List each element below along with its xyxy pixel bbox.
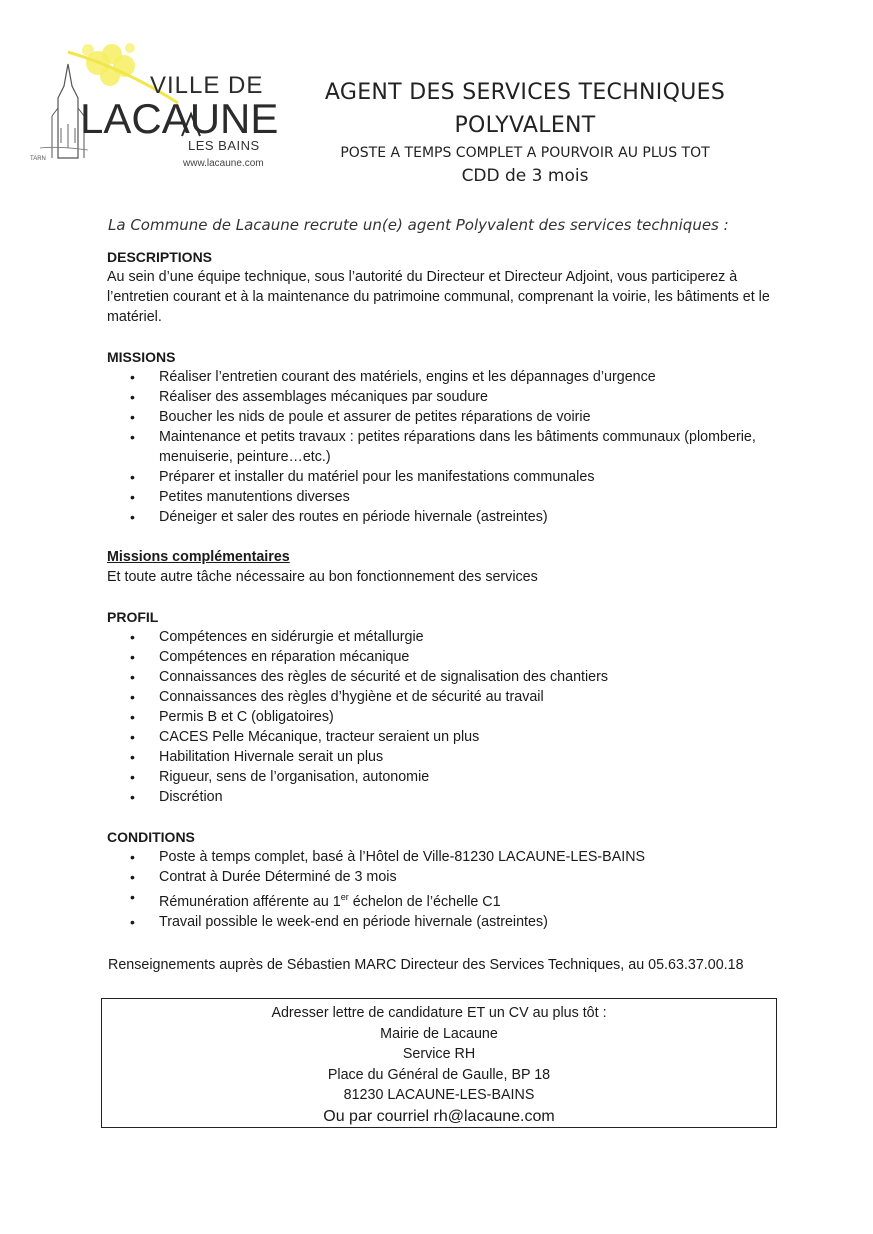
contact-info: Renseignements auprès de Sébastien MARC Directeur des Services Techniques, au 05.63.37.00.18 [108, 957, 744, 973]
logo-region: TARN [30, 156, 46, 162]
conditions-list [107, 847, 787, 932]
list-item: • Permis B et C (obligatoires) [107, 707, 787, 727]
application-line: 81230 LACAUNE-LES-BAINS [343, 1087, 535, 1103]
logo-lacaune: LACAUNE [80, 95, 279, 142]
complementary-heading: Missions complémentaires [107, 549, 290, 565]
logo-les-bains: LES BAINS [188, 138, 260, 153]
logo-ville-de: VILLE DE [150, 72, 264, 99]
application-line: Mairie de Lacaune [380, 1025, 498, 1042]
conditions-heading: CONDITIONS [107, 829, 195, 845]
profil-list [107, 627, 787, 807]
descriptions-text: Au sein d’une équipe technique, sous l’autorité du Directeur et Directeur Adjoint, vous participerez à l’entretien courant et à la maintenance du patrimoine communal, comprenant la voirie, les bâtiments et le matériel. [107, 269, 770, 325]
application-line: Adresser lettre de candidature ET un CV au plus tôt : [271, 1005, 607, 1021]
profil-heading: PROFIL [107, 609, 159, 625]
remuneration-text: Rémunération afférente au 1 [159, 893, 341, 910]
application-line: Place du Général de Gaulle, BP 18 [327, 1066, 551, 1083]
title-line-1: AGENT DES SERVICES TECHNIQUES [324, 80, 726, 105]
list-item: • Préparer et installer du matériel pour les manifestations communales [107, 467, 787, 487]
complementary-text: Et toute autre tâche nécessaire au bon fonctionnement des services [107, 569, 538, 585]
missions-heading: MISSIONS [107, 349, 176, 365]
list-item: • Habilitation Hivernale serait un plus [107, 747, 787, 767]
application-box [101, 998, 777, 1128]
main-content [107, 247, 787, 932]
list-item: • Discrétion [107, 787, 787, 807]
list-item: • Maintenance et petits travaux : petites réparations dans les bâtiments communaux (plomberie, menuiserie, peinture…etc.) [107, 427, 787, 467]
list-item: • Rigueur, sens de l’organisation, autonomie [107, 767, 787, 787]
title-line-2: POLYVALENT [454, 113, 596, 138]
logo-website: www.lacaune.com [183, 158, 264, 169]
descriptions-heading: DESCRIPTIONS [107, 249, 213, 265]
list-item: • CACES Pelle Mécanique, tracteur seraient un plus [107, 727, 787, 747]
logo [28, 28, 279, 178]
application-line: Service RH [402, 1046, 476, 1062]
list-item: • Réaliser des assemblages mécaniques par soudure [107, 387, 787, 407]
application-email: Ou par courriel rh@lacaune.com [323, 1107, 555, 1125]
contract-type: CDD de 3 mois [461, 166, 589, 186]
remuneration-sup: er [340, 892, 349, 902]
remuneration-text-end: échelon de l’échelle C1 [348, 893, 501, 910]
list-item: • Connaissances des règles de sécurité et de signalisation des chantiers [107, 667, 787, 687]
list-item: • Compétences en sidérurgie et métallurgie [107, 627, 787, 647]
missions-list [107, 367, 787, 527]
list-item: • Boucher les nids de poule et assurer de petites réparations de voirie [107, 407, 787, 427]
list-item: • Petites manutentions diverses [107, 487, 787, 507]
list-item: • Compétences en réparation mécanique [107, 647, 787, 667]
list-item: • Réaliser l’entretien courant des matériels, engins et les dépannages d’urgence [107, 367, 787, 387]
list-item: • Contrat à Durée Déterminé de 3 mois [107, 867, 787, 887]
subtitle: POSTE A TEMPS COMPLET A POURVOIR AU PLUS TOT [340, 145, 710, 161]
list-item: • Poste à temps complet, basé à l’Hôtel de Ville-81230 LACAUNE-LES-BAINS [107, 847, 787, 867]
list-item: • Connaissances des règles d’hygiène et de sécurité au travail [107, 687, 787, 707]
intro-text: La Commune de Lacaune recrute un(e) agent Polyvalent des services techniques : [108, 216, 729, 234]
list-item: • Travail possible le week-end en période hivernale (astreintes) [107, 912, 787, 932]
list-item-remuneration [107, 887, 787, 912]
list-item: • Déneiger et saler des routes en période hivernale (astreintes) [107, 507, 787, 527]
